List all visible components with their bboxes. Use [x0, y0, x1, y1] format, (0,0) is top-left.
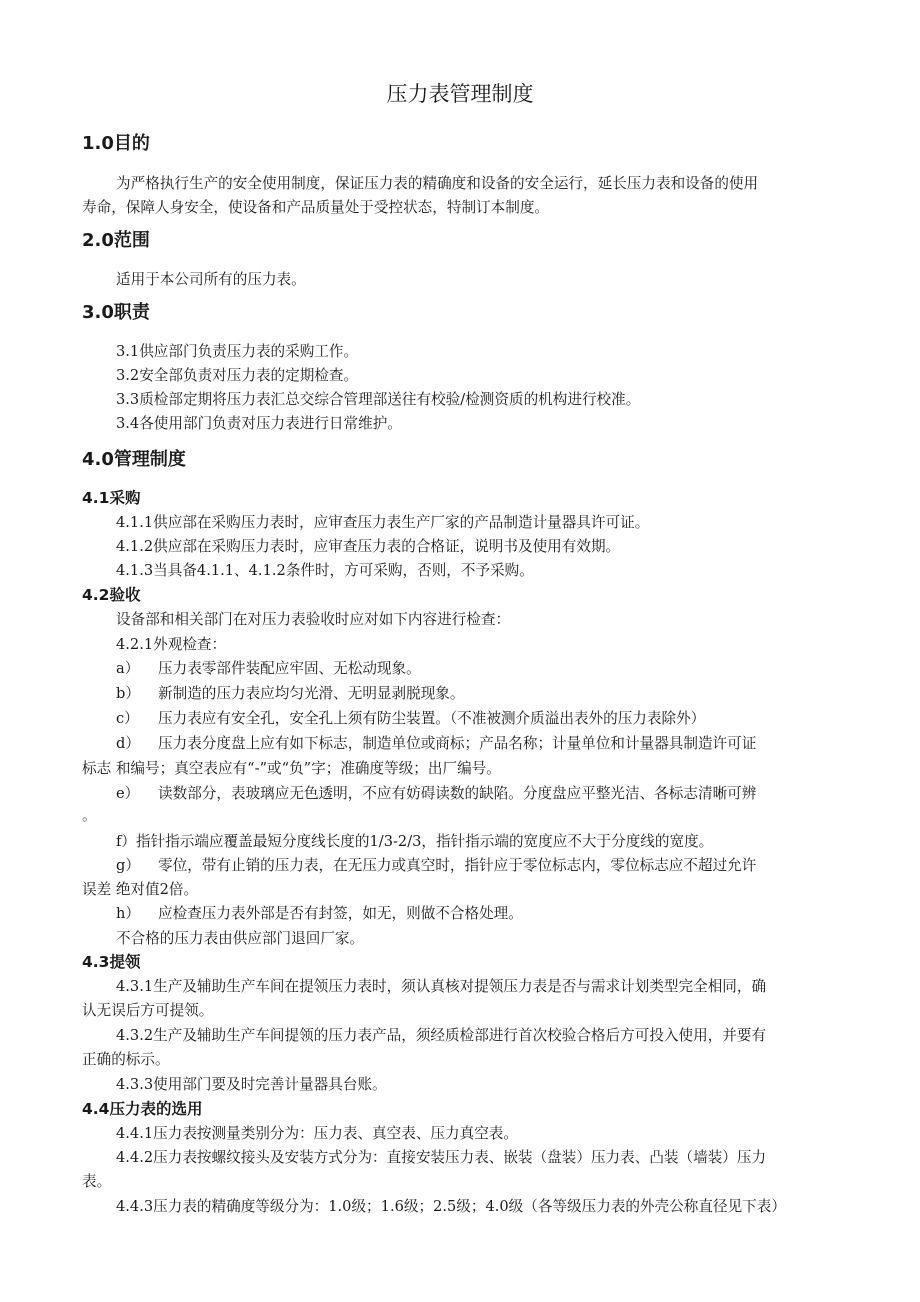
list-text-e-line-1: 读数部分，表玻璃应无色透明，不应有妨碍读数的缺陷。分度盘应平整光洁、各标志清晰可辨: [158, 785, 757, 802]
list-item-f: f）指针指示端应覆盖最短分度线长度的1/3-2/3，指针指示端的宽度应不大于分度线的宽度。: [116, 833, 714, 850]
section-4-2-outro: 不合格的压力表由供应部门退回厂家。: [116, 930, 365, 947]
list-item-c: [116, 709, 705, 729]
section-4-3-heading: 4.3提领: [82, 953, 141, 971]
section-2-paragraph: 适用于本公司所有的压力表。: [116, 271, 306, 288]
section-4-1-item-2: 4.1.2供应部在采购压力表时，应审查压力表的合格证，说明书及使用有效期。: [116, 538, 621, 555]
list-label-e: e）: [116, 785, 140, 802]
section-4-1-item-3: 4.1.3当具备4.1.1、4.1.2条件时，方可采购，否则，不予采购。: [116, 562, 534, 579]
list-item-d: [116, 734, 756, 754]
section-4-2-intro: 设备部和相关部门在对压力表验收时应对如下内容进行检查：: [116, 611, 511, 628]
list-text-c: 压力表应有安全孔，安全孔上须有防尘装置。（不准被测介质溢出表外的压力表除外）: [158, 710, 706, 727]
list-item-g: [116, 856, 756, 876]
section-4-3-1-line-1: 4.3.1生产及辅助生产车间在提领压力表时，须认真核对提领压力表是否与需求计划类型完全相同，确: [116, 978, 767, 995]
section-4-4-2-line-1: 4.4.2压力表按螺纹接头及安装方式分为：直接安装压力表、嵌装（盘装）压力表、凸装（墙装）压力: [116, 1149, 767, 1166]
section-3-item-3: 3.3质检部定期将压力表汇总交综合管理部送往有校验/检测资质的机构进行校准。: [116, 391, 641, 408]
section-3-item-4: 3.4各使用部门负责对压力表进行日常维护。: [116, 415, 402, 432]
list-item-e: [116, 784, 756, 804]
section-4-2-heading: 4.2验收: [82, 586, 141, 604]
list-label-h: h）: [116, 905, 140, 922]
section-4-4-3: 4.4.3压力表的精确度等级分为：1.0级；1.6级；2.5级；4.0级（各等级压力表的外壳公称直径见下表）: [116, 1198, 786, 1215]
list-text-e-line-2: 。: [82, 807, 97, 824]
section-3-item-1: 3.1供应部门负责压力表的采购工作。: [116, 343, 359, 360]
document-title: 压力表管理制度: [386, 82, 534, 106]
list-label-d: d）: [116, 735, 140, 752]
section-4-4-heading: 4.4压力表的选用: [82, 1100, 203, 1118]
section-2-heading: 2.0范围: [82, 230, 150, 251]
section-4-4-1: 4.4.1压力表按测量类别分为：压力表、真空表、压力真空表。: [116, 1125, 518, 1142]
section-4-4-2-line-2: 表。: [82, 1173, 112, 1190]
list-text-d-line-1: 压力表分度盘上应有如下标志，制造单位或商标；产品名称；计量单位和计量器具制造许可证: [158, 735, 757, 752]
section-1-paragraph-line-2: 寿命，保障人身安全，使设备和产品质量处于受控状态，特制订本制度。: [82, 199, 550, 216]
section-4-2-1-subheading: 4.2.1外观检查：: [116, 636, 227, 653]
list-text-d-line-2: 标志 和编号；真空表应有“-”或“负”字；准确度等级；出厂编号。: [82, 760, 501, 777]
list-text-b: 新制造的压力表应均匀光滑、无明显剥脱现象。: [158, 685, 465, 702]
list-label-b: b）: [116, 685, 140, 702]
section-1-paragraph-line-1: 为严格执行生产的安全使用制度，保证压力表的精确度和设备的安全运行，延长压力表和设备的使用: [116, 175, 759, 192]
list-text-g-line-1: 零位，带有止销的压力表，在无压力或真空时，指针应于零位标志内，零位标志应不超过允许: [158, 857, 757, 874]
list-item-a: [116, 659, 421, 679]
list-text-a: 压力表零部件装配应牢固、无松动现象。: [158, 660, 421, 677]
section-4-1-item-1: 4.1.1供应部在采购压力表时，应审查压力表生产厂家的产品制造计量器具许可证。: [116, 514, 650, 531]
section-3-item-2: 3.2安全部负责对压力表的定期检查。: [116, 367, 359, 384]
section-4-3-2-line-1: 4.3.2生产及辅助生产车间提领的压力表产品，须经质检部进行首次校验合格后方可投入使用，并要有: [116, 1027, 767, 1044]
list-item-h: [116, 904, 523, 924]
list-text-h: 应检查压力表外部是否有封签，如无，则做不合格处理。: [158, 905, 523, 922]
list-label-g: g）: [116, 857, 140, 874]
list-label-c: c）: [116, 710, 139, 727]
section-4-3-1-line-2: 认无误后方可提领。: [82, 1002, 214, 1019]
section-3-heading: 3.0职责: [82, 302, 150, 323]
section-1-heading: 1.0目的: [82, 133, 150, 154]
section-4-heading: 4.0管理制度: [82, 449, 186, 470]
section-4-3-3: 4.3.3使用部门要及时完善计量器具台账。: [116, 1076, 387, 1093]
section-4-1-heading: 4.1采购: [82, 489, 141, 507]
section-4-3-2-line-2: 正确的标示。: [82, 1051, 170, 1068]
list-text-g-line-2: 误差 绝对值2倍。: [82, 881, 199, 898]
list-label-a: a）: [116, 660, 140, 677]
list-item-b: [116, 684, 464, 704]
